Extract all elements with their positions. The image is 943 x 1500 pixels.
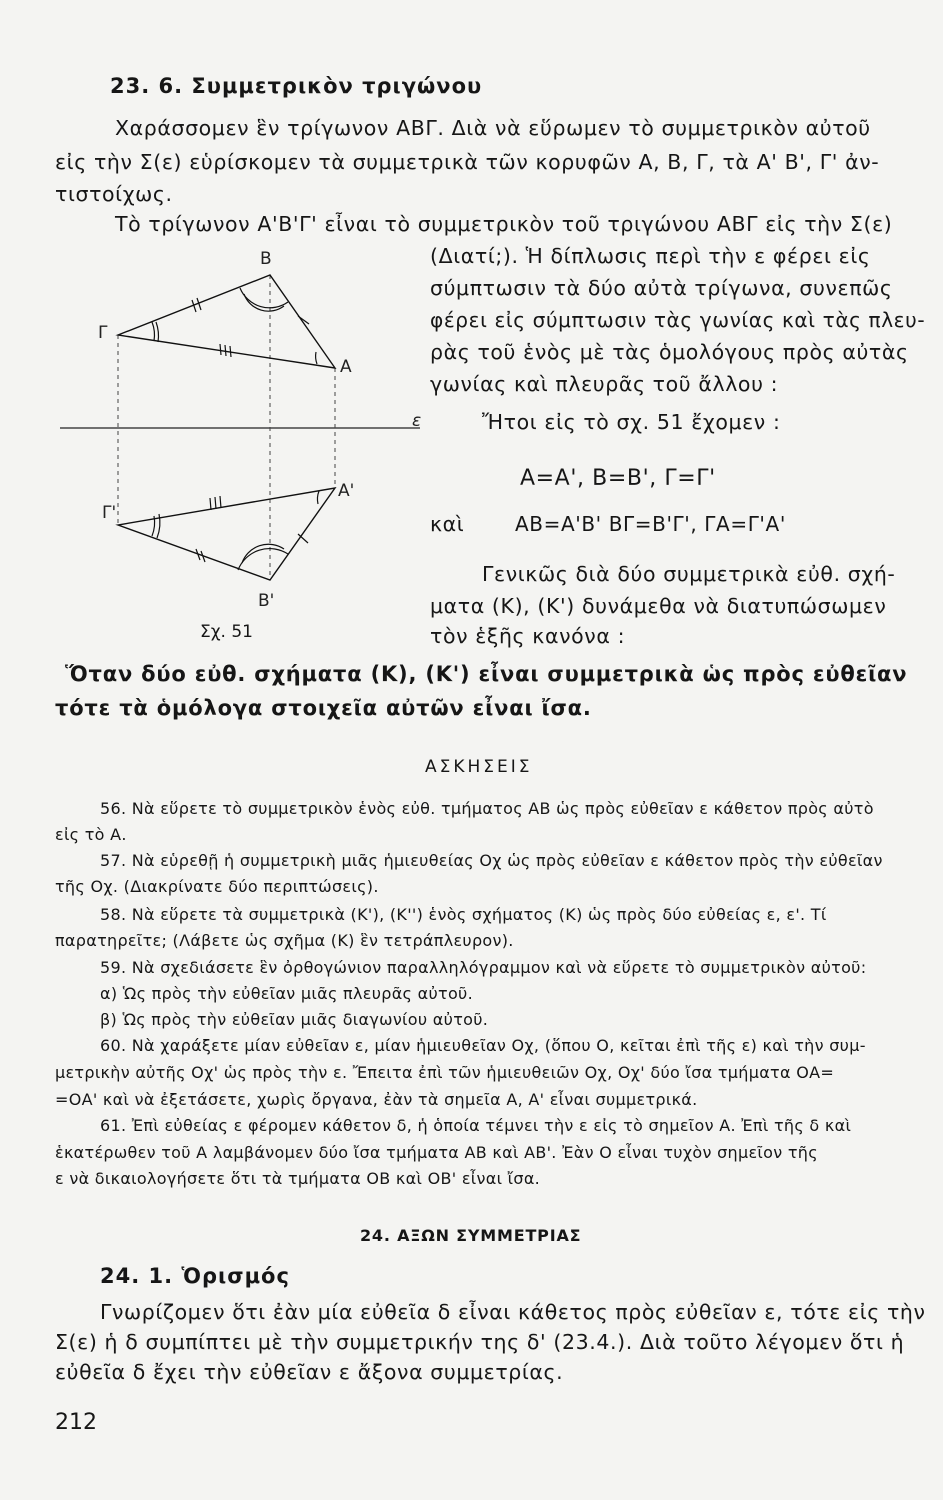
label-epsilon: ε [412, 411, 422, 431]
figure-caption: Σχ. 51 [200, 622, 254, 642]
exercise-line: 60. Νὰ χαράξετε μίαν εὐθεῖαν ε, μίαν ἡμιευθεῖαν Οχ, (ὅπου Ο, κεῖται ἐπὶ τῆς ε) καὶ τὴν συμ- [100, 1036, 866, 1055]
exercise-line: τῆς Οχ. (Διακρίνατε δύο περιπτώσεις). [55, 877, 379, 896]
paragraph-line: (Διατί;). Ἡ δίπλωσις περὶ τὴν ε φέρει εἰς [430, 244, 871, 268]
paragraph-line: φέρει εἰς σύμπτωσιν τὰς γωνίας καὶ τὰς πλευ- [430, 308, 926, 332]
equation-angles: Α=Α', Β=Β', Γ=Γ' [520, 466, 716, 491]
exercise-line: 58. Νὰ εὕρετε τὰ συμμετρικὰ (Κ'), (Κ'') ἑνὸς σχήματος (Κ) ὡς πρὸς δύο εὐθείας ε, ε'. Τί [100, 905, 827, 924]
tick-marks-bottom [196, 496, 308, 562]
paragraph-line: Ἤτοι εἰς τὸ σχ. 51 ἔχομεν : [482, 410, 781, 434]
paragraph-line: εἰς τὴν Σ(ε) εὑρίσκομεν τὰ συμμετρικὰ τῶν κορυφῶν Α, Β, Γ, τὰ Α' Β', Γ' ἀν- [55, 150, 880, 174]
paragraph-line: τιστοίχως. [55, 182, 173, 206]
angle-arcs [152, 288, 319, 570]
paragraph-line: Τὸ τρίγωνον Α'Β'Γ' εἶναι τὸ συμμετρικὸν τοῦ τριγώνου ΑΒΓ εἰς τὴν Σ(ε) [115, 212, 893, 236]
label-g-prime: Γ' [102, 503, 117, 523]
exercise-line: εἰς τὸ Α. [55, 825, 127, 844]
exercise-line: 61. Ἐπὶ εὐθείας ε φέρομεν κάθετον δ, ἡ ὁποία τέμνει τὴν ε εἰς τὸ σημεῖον Α. Ἐπὶ τῆς δ καὶ [100, 1116, 852, 1135]
paragraph-line: ρὰς τοῦ ἑνὸς μὲ τὰς ὁμολόγους πρὸς αὐτὰς [430, 340, 909, 364]
figure-51 [60, 240, 430, 640]
rule-line: τότε τὰ ὁμόλογα στοιχεῖα αὐτῶν εἶναι ἴσα. [55, 696, 592, 720]
paragraph-line: Γενικῶς διὰ δύο συμμετρικὰ εὐθ. σχή- [482, 562, 896, 586]
label-b-prime: Β' [258, 591, 275, 611]
rule-line: Ὅταν δύο εὐθ. σχήματα (Κ), (Κ') εἶναι συμμετρικὰ ὡς πρὸς εὐθεῖαν [65, 662, 908, 686]
exercise-line: μετρικὴν αὐτῆς Οχ' ὡς πρὸς τὴν ε. Ἔπειτα ἐπὶ τῶν ἡμιευθειῶν Οχ, Οχ' δύο ἴσα τμήματα ΟΑ= [55, 1063, 835, 1082]
equation-sides: ΑΒ=Α'Β' ΒΓ=Β'Γ', ΓΑ=Γ'Α' [515, 512, 786, 536]
paragraph-line: σύμπτωσιν τὰ δύο αὐτὰ τρίγωνα, συνεπῶς [430, 276, 893, 300]
exercise-line: 59. Νὰ σχεδιάσετε ἓν ὀρθογώνιον παραλληλόγραμμον καὶ νὰ εὕρετε τὸ συμμετρικὸν αὐτοῦ: [100, 958, 867, 977]
exercise-line: ε νὰ δικαιολογήσετε ὅτι τὰ τμήματα ΟΒ καὶ ΟΒ' εἶναι ἴσα. [55, 1169, 541, 1188]
label-a: Α [340, 357, 352, 377]
triangle-abg-prime [118, 488, 335, 580]
chapter-title: 24. ΑΞΩΝ ΣΥΜΜΕΤΡΙΑΣ [360, 1226, 582, 1245]
exercise-line: 56. Νὰ εὕρετε τὸ συμμετρικὸν ἑνὸς εὐθ. τμήματος ΑΒ ὡς πρὸς εὐθεῖαν ε κάθετον πρὸς αὐτὸ [100, 799, 874, 818]
paragraph-line: εὐθεῖα δ ἔχει τὴν εὐθεῖαν ε ἄξονα συμμετρίας. [55, 1360, 564, 1384]
paragraph-line: Σ(ε) ἡ δ συμπίπτει μὲ τὴν συμμετρικήν της δ' (23.4.). Διὰ τοῦτο λέγομεν ὅτι ἡ [55, 1330, 905, 1354]
page-number: 212 [55, 1410, 97, 1435]
exercise-line: 57. Νὰ εὑρεθῇ ἡ συμμετρικὴ μιᾶς ἡμιευθείας Οχ ὡς πρὸς εὐθεῖαν ε κάθετον πρὸς τὴν εὐθεῖαν [100, 851, 883, 870]
paragraph-line: ματα (Κ), (Κ') δυνάμεθα νὰ διατυπώσωμεν [430, 594, 887, 618]
paragraph-line: τὸν ἑξῆς κανόνα : [430, 624, 626, 648]
exercise-line: ἑκατέρωθεν τοῦ Α λαμβάνομεν δύο ἴσα τμήματα ΑΒ καὶ ΑΒ'. Ἐὰν Ο εἶναι τυχὸν σημεῖον τῆς [55, 1143, 818, 1162]
paragraph-line: Χαράσσομεν ἓν τρίγωνον ΑΒΓ. Διὰ νὰ εὕρωμεν τὸ συμμετρικὸν αὐτοῦ [115, 116, 871, 140]
paragraph-line: Γνωρίζομεν ὅτι ἐὰν μία εὐθεῖα δ εἶναι κάθετος πρὸς εὐθεῖαν ε, τότε εἰς τὴν [100, 1300, 926, 1324]
exercise-line: β) Ὡς πρὸς τὴν εὐθεῖαν μιᾶς διαγωνίου αὐτοῦ. [100, 1010, 489, 1029]
section-heading: 24. 1. Ὁρισμός [100, 1264, 290, 1288]
exercise-line: παρατηρεῖτε; (Λάβετε ὡς σχῆμα (Κ) ἓν τετράπλευρον). [55, 931, 514, 950]
paragraph-line: γωνίας καὶ πλευρᾶς τοῦ ἄλλου : [430, 372, 779, 396]
exercise-line: α) Ὡς πρὸς τὴν εὐθεῖαν μιᾶς πλευρᾶς αὐτοῦ. [100, 984, 473, 1003]
label-g: Γ [98, 323, 108, 343]
equation-prefix: καὶ [430, 512, 465, 536]
exercises-title: ΑΣΚΗΣΕΙΣ [425, 757, 533, 777]
label-b: Β [260, 249, 272, 269]
exercise-line: =ΟΑ' καὶ νὰ ἐξετάσετε, χωρὶς ὄργανα, ἐὰν τὰ σημεῖα Α, Α' εἶναι συμμετρικά. [55, 1090, 698, 1109]
section-heading: 23. 6. Συμμετρικὸν τριγώνου [110, 74, 483, 98]
triangle-abg [118, 275, 335, 368]
label-a-prime: Α' [338, 481, 355, 501]
